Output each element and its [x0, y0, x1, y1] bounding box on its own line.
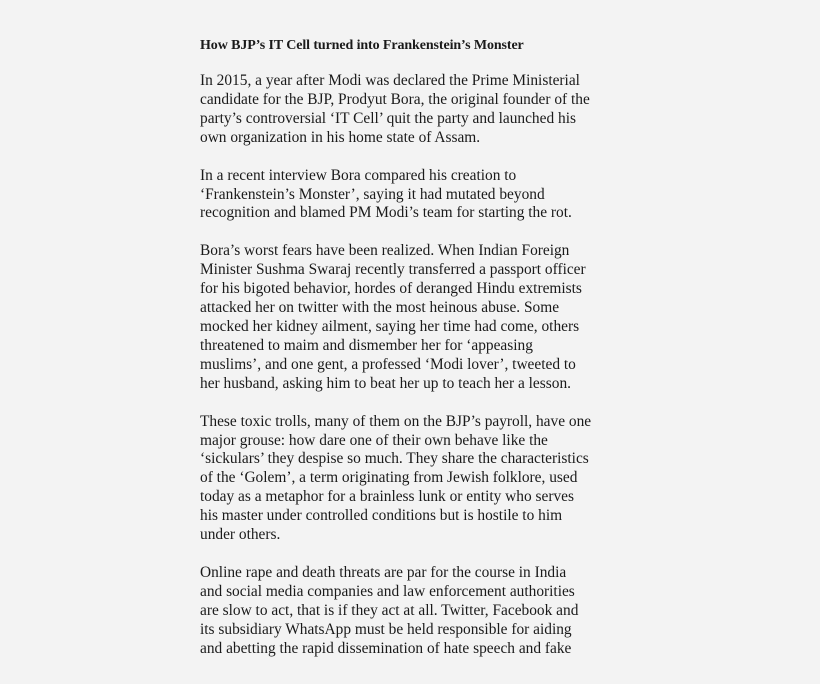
text-line: threatened to maim and dismember her for ‘appeasing: [200, 336, 533, 354]
text-line: ‘sickulars’ they despise so much. They share the characteristics: [200, 450, 589, 468]
text-line: mocked her kidney ailment, saying her time had come, others: [200, 317, 580, 335]
paragraph-2: [200, 167, 610, 224]
paragraph-1: [200, 72, 610, 148]
text-line: are slow to act, that is if they act at all. Twitter, Facebook and: [200, 601, 579, 619]
text-line: muslims’, and one gent, a professed ‘Modi lover’, tweeted to: [200, 355, 576, 373]
text-line: its subsidiary WhatsApp must be held responsible for aiding: [200, 620, 572, 638]
paragraph-3: [200, 242, 610, 393]
text-line: her husband, asking him to beat her up to teach her a lesson.: [200, 374, 571, 392]
text-line: own organization in his home state of Assam.: [200, 128, 481, 146]
text-line: candidate for the BJP, Prodyut Bora, the original founder of the: [200, 90, 590, 108]
text-line: of the ‘Golem’, a term originating from Jewish folklore, used: [200, 469, 578, 487]
paragraph-4: [200, 413, 610, 545]
text-line: Online rape and death threats are par for the course in India: [200, 563, 567, 581]
text-line: today as a metaphor for a brainless lunk or entity who serves: [200, 488, 574, 506]
text-line: for his bigoted behavior, hordes of deranged Hindu extremists: [200, 280, 582, 298]
text-line: Minister Sushma Swaraj recently transferred a passport officer: [200, 261, 586, 279]
text-line: attacked her on twitter with the most heinous abuse. Some: [200, 299, 560, 317]
text-line: These toxic trolls, many of them on the BJP’s payroll, have one: [200, 412, 592, 430]
article-title: How BJP’s IT Cell turned into Frankenstein’s Monster: [200, 38, 524, 53]
text-line: and social media companies and law enforcement authorities: [200, 582, 575, 600]
text-line: major grouse: how dare one of their own behave like the: [200, 431, 548, 449]
text-line: Bora’s worst fears have been realized. When Indian Foreign: [200, 242, 570, 260]
text-line: his master under controlled conditions but is hostile to him: [200, 507, 563, 525]
text-line: recognition and blamed PM Modi’s team for starting the rot.: [200, 204, 572, 222]
text-line: under others.: [200, 526, 281, 544]
text-line: and abetting the rapid dissemination of hate speech and fake: [200, 639, 572, 657]
text-line: In 2015, a year after Modi was declared the Prime Ministerial: [200, 72, 580, 89]
text-line: ‘Frankenstein’s Monster’, saying it had mutated beyond: [200, 185, 545, 203]
paragraph-5: [200, 564, 610, 659]
text-line: In a recent interview Bora compared his creation to: [200, 166, 517, 184]
text-line: party’s controversial ‘IT Cell’ quit the party and launched his: [200, 109, 576, 127]
